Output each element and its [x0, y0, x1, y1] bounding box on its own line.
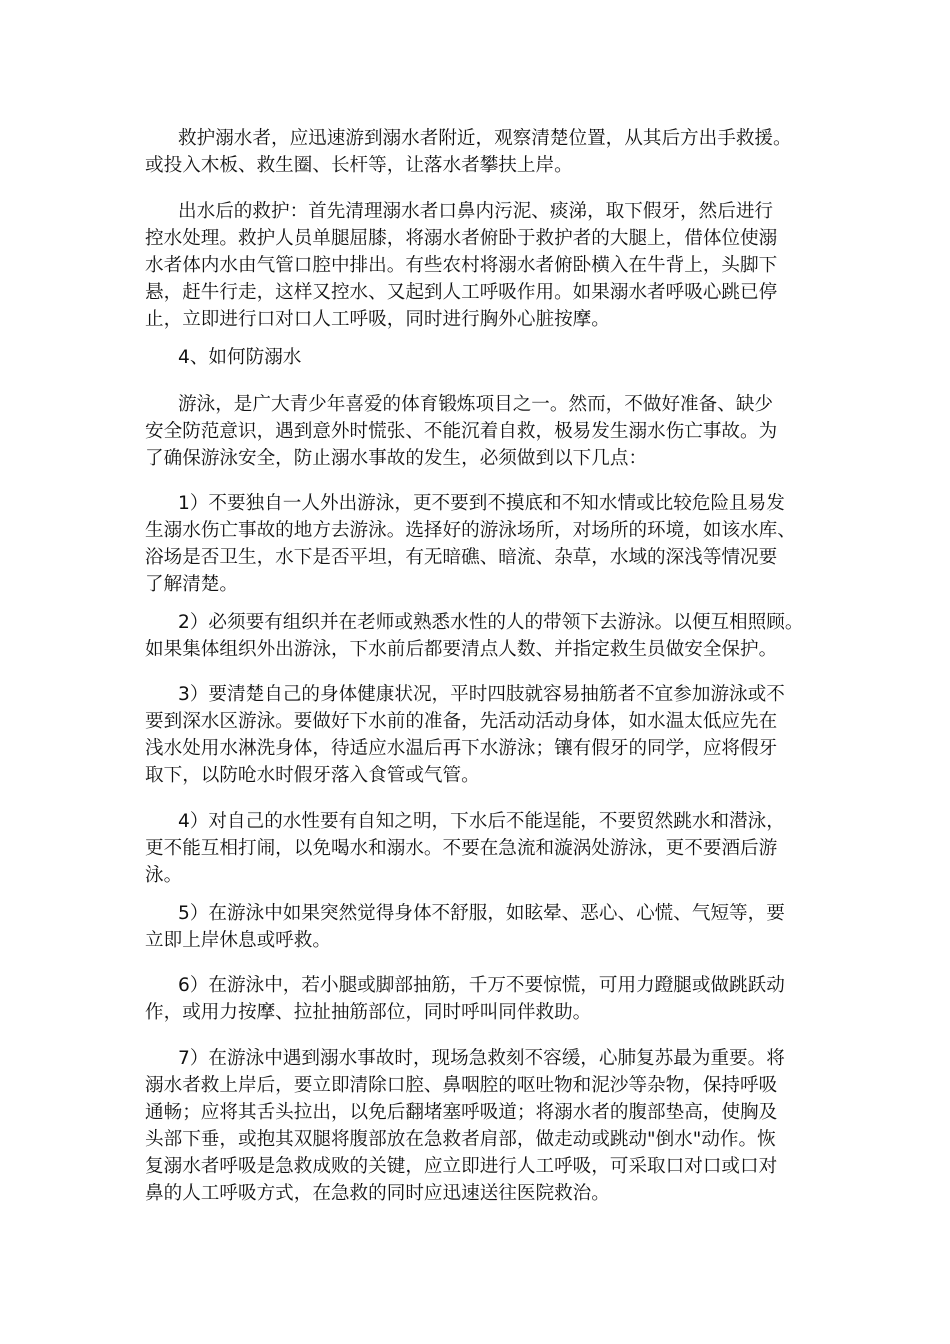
text-line: 悬，赶牛行走，这样又控水、又起到人工呼吸作用。如果溺水者呼吸心跳已停 [145, 282, 778, 303]
text-line: 生溺水伤亡事故的地方去游泳。选择好的游泳场所，对场所的环境，如该水库、 [145, 520, 796, 541]
paragraph [145, 198, 777, 333]
text-line: 5）在游泳中如果突然觉得身体不舒服，如眩晕、恶心、心慌、气短等，要 [178, 903, 785, 924]
text-line: 1）不要独自一人外出游泳，更不要到不摸底和不知水情或比较危险且易发 [178, 493, 785, 514]
text-line: 头部下垂，或抱其双腿将腹部放在急救者肩部，做走动或跳动"倒水"动作。恢 [145, 1129, 776, 1150]
text-line: 复溺水者呼吸是急救成败的关键，应立即进行人工呼吸，可采取口对口或口对 [145, 1156, 778, 1177]
text-line: 或投入木板、救生圈、长杆等，让落水者攀扶上岸。 [145, 155, 573, 176]
text-line: 救护溺水者，应迅速游到溺水者附近，观察清楚位置，从其后方出手救援。 [178, 128, 792, 149]
paragraph [145, 900, 785, 954]
text-line: 更不能互相打闹，以免喝水和溺水。不要在急流和漩涡处游泳，更不要酒后游 [145, 838, 778, 859]
paragraph [145, 344, 301, 371]
text-line: 4、如何防溺水 [178, 347, 302, 368]
paragraph [145, 609, 803, 663]
text-line: 要到深水区游泳。要做好下水前的准备，先活动活动身体，如水温太低应先在 [145, 711, 778, 732]
text-line: 立即上岸休息或呼救。 [145, 930, 331, 951]
paragraph [145, 125, 792, 179]
text-line: 浴场是否卫生，水下是否平坦，有无暗礁、暗流、杂草，水域的深浅等情况要 [145, 547, 778, 568]
paragraph [145, 972, 785, 1026]
text-line: 水者体内水由气管口腔中排出。有些农村将溺水者俯卧横入在牛背上，头脚下 [145, 255, 778, 276]
text-line: 如果集体组织外出游泳，下水前后都要清点人数、并指定救生员做安全保护。 [145, 639, 778, 660]
text-line: 6）在游泳中，若小腿或脚部抽筋，千万不要惊慌，可用力蹬腿或做跳跃动 [178, 975, 785, 996]
text-line: 了解清楚。 [145, 574, 238, 595]
paragraph [145, 391, 777, 472]
paragraph [145, 1045, 785, 1207]
text-line: 7）在游泳中遇到溺水事故时，现场急救刻不容缓，心肺复苏最为重要。将 [178, 1048, 785, 1069]
text-line: 作，或用力按摩、拉扯抽筋部位，同时呼叫同伴救助。 [145, 1002, 592, 1023]
paragraph [145, 808, 785, 889]
text-line: 控水处理。救护人员单腿屈膝，将溺水者俯卧于救护者的大腿上，借体位使溺 [145, 228, 778, 249]
text-line: 出水后的救护：首先清理溺水者口鼻内污泥、痰涕，取下假牙，然后进行 [178, 201, 774, 222]
text-line: 通畅；应将其舌头拉出，以免后翻堵塞呼吸道；将溺水者的腹部垫高，使胸及 [145, 1102, 778, 1123]
text-line: 游泳，是广大青少年喜爱的体育锻炼项目之一。然而，不做好准备、缺少 [178, 394, 774, 415]
text-line: 取下，以防呛水时假牙落入食管或气管。 [145, 765, 480, 786]
text-line: 溺水者救上岸后，要立即清除口腔、鼻咽腔的呕吐物和泥沙等杂物，保持呼吸 [145, 1075, 778, 1096]
text-line: 了确保游泳安全，防止溺水事故的发生，必须做到以下几点： [145, 448, 648, 469]
paragraph [145, 490, 796, 598]
text-line: 浅水处用水淋洗身体，待适应水温后再下水游泳；镶有假牙的同学，应将假牙 [145, 738, 778, 759]
text-line: 2）必须要有组织并在老师或熟悉水性的人的带领下去游泳。以便互相照顾。 [178, 612, 804, 633]
paragraph [145, 681, 785, 789]
text-line: 安全防范意识，遇到意外时慌张、不能沉着自救，极易发生溺水伤亡事故。为 [145, 421, 778, 442]
text-line: 3）要清楚自己的身体健康状况，平时四肢就容易抽筋者不宜参加游泳或不 [178, 684, 785, 705]
text-line: 鼻的人工呼吸方式，在急救的同时应迅速送往医院救治。 [145, 1183, 610, 1204]
text-line: 止，立即进行口对口人工呼吸，同时进行胸外心脏按摩。 [145, 309, 610, 330]
text-line: 4）对自己的水性要有自知之明，下水后不能逞能，不要贸然跳水和潜泳， [178, 811, 785, 832]
text-line: 泳。 [145, 865, 183, 886]
